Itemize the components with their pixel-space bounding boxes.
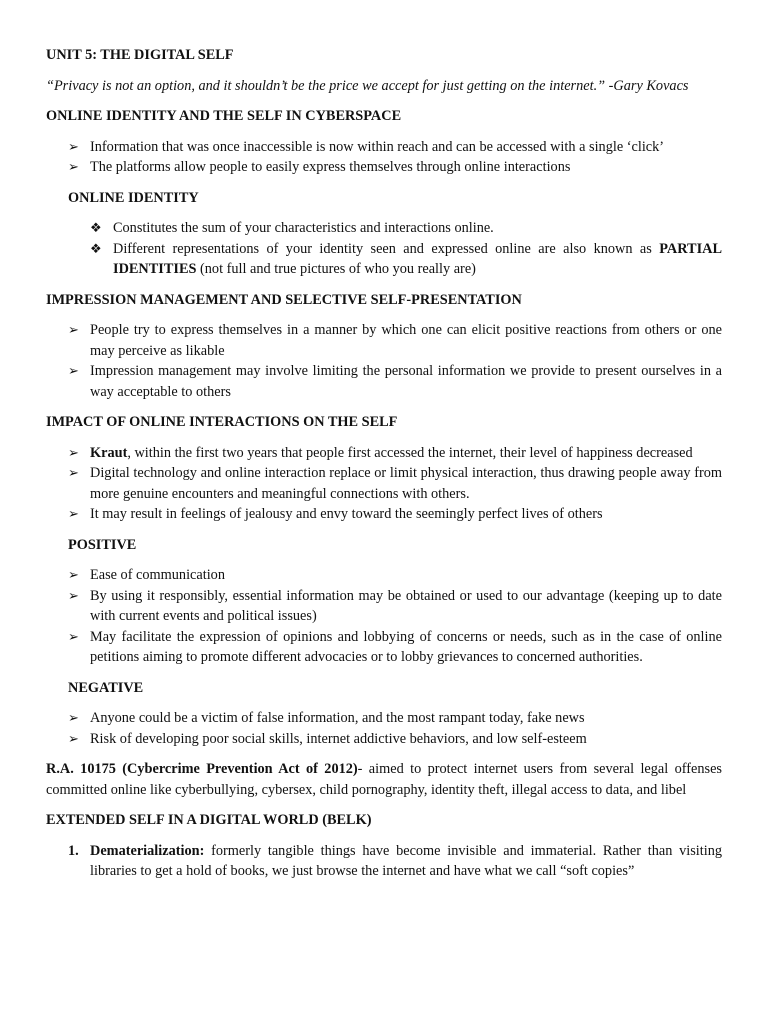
bullet-list	[46, 565, 722, 668]
section-heading-impact: IMPACT OF ONLINE INTERACTIONS ON THE SELF	[46, 414, 398, 430]
list-item: ➢ Digital technology and online interaction replace or limit physical interaction, thus drawing people away from more genuine encounters and meaningful connections with others.	[68, 465, 722, 502]
arrow-bullet-icon: ➢	[68, 159, 79, 174]
arrow-bullet-icon: ➢	[68, 363, 79, 378]
cybercrime-act-paragraph: R.A. 10175 (Cybercrime Prevention Act of 2012)- aimed to protect internet users from several legal offenses committed online like cyberbullying, cybersex, child pornography, identity theft, illegal access to data, and libel	[46, 761, 722, 798]
section-heading-extended-self: EXTENDED SELF IN A DIGITAL WORLD (BELK)	[46, 812, 372, 828]
bullet-list	[46, 443, 722, 525]
kraut-term: Kraut	[90, 444, 128, 461]
arrow-bullet-icon: ➢	[68, 730, 79, 746]
arrow-bullet-icon: ➢	[68, 465, 79, 480]
section-heading-online-identity-cyberspace: ONLINE IDENTITY AND THE SELF IN CYBERSPACE	[46, 108, 402, 124]
section-heading-impression-management: IMPRESSION MANAGEMENT AND SELECTIVE SELF-PRESENTATION	[46, 291, 522, 308]
list-item: ❖ Different representations of your identity seen and expressed online are also known as PARTIAL IDENTITIES (not full and true pictures of who you really are)	[90, 240, 722, 277]
list-item: ❖ Constitutes the sum of your characteristics and interactions online.	[46, 218, 722, 239]
cybercrime-act-title: R.A. 10175 (Cybercrime Prevention Act of 2012)	[46, 761, 358, 777]
list-item: ➢ Risk of developing poor social skills, internet addictive behaviors, and low self-esteem	[46, 729, 722, 750]
bullet-list	[46, 137, 722, 178]
unit-title: UNIT 5: THE DIGITAL SELF	[46, 47, 234, 63]
dematerialization-term: Dematerialization:	[90, 842, 205, 859]
list-item: ➢ Kraut, within the first two years that people first accessed the internet, their level of happiness decreased	[46, 443, 722, 464]
bullet-list	[46, 218, 722, 280]
list-item: ➢ Ease of communication	[46, 565, 722, 586]
arrow-bullet-icon: ➢	[68, 138, 79, 154]
numbered-list	[46, 841, 722, 882]
arrow-bullet-icon: ➢	[68, 710, 79, 725]
opening-quote: “Privacy is not an option, and it shouldn’t be the price we accept for just getting on the internet.” -Gary Kovacs	[46, 77, 689, 94]
arrow-bullet-icon: ➢	[68, 444, 79, 460]
subheading-online-identity: ONLINE IDENTITY	[68, 189, 199, 206]
diamond-bullet-icon: ❖	[90, 220, 102, 235]
arrow-bullet-icon: ➢	[68, 322, 79, 337]
arrow-bullet-icon: ➢	[68, 587, 79, 603]
subheading-positive: POSITIVE	[68, 536, 137, 553]
bullet-list	[46, 320, 722, 402]
arrow-bullet-icon: ➢	[68, 628, 79, 644]
list-item: ➢ Information that was once inaccessible is now within reach and can be accessed with a single ‘click’	[46, 137, 722, 158]
item-number: 1.	[68, 842, 79, 859]
partial-identities-term: PARTIAL IDENTITIES	[113, 240, 722, 277]
document-page	[46, 45, 722, 882]
list-item: ➢ Impression management may involve limiting the personal information we provide to present ourselves in a way acceptable to others	[68, 363, 722, 400]
list-item: ➢ People try to express themselves in a manner by which one can elicit positive reactions from others or one may perceive as likable	[68, 322, 722, 359]
arrow-bullet-icon: ➢	[68, 506, 79, 521]
list-item: ➢ By using it responsibly, essential information may be obtained or used to our advantage (keeping up to date with current events and political issues)	[68, 587, 722, 624]
list-item: 1. Dematerialization: formerly tangible things have become invisible and immaterial. Rather than visiting libraries to get a hold of books, we just browse the internet and have what we call “soft copies”	[68, 842, 722, 879]
list-item: ➢ May facilitate the expression of opinions and lobbying of concerns or needs, such as in the case of online petitions aiming to promote different advocacies or to lobby grievances to concerned authorities.	[68, 628, 722, 665]
diamond-bullet-icon: ❖	[90, 240, 102, 256]
list-item: ➢ It may result in feelings of jealousy and envy toward the seemingly perfect lives of others	[46, 504, 722, 525]
subheading-negative: NEGATIVE	[68, 679, 144, 696]
bullet-list	[46, 708, 722, 749]
list-item: ➢ Anyone could be a victim of false information, and the most rampant today, fake news	[46, 708, 722, 729]
list-item: ➢ The platforms allow people to easily express themselves through online interactions	[46, 157, 722, 178]
arrow-bullet-icon: ➢	[68, 567, 79, 582]
